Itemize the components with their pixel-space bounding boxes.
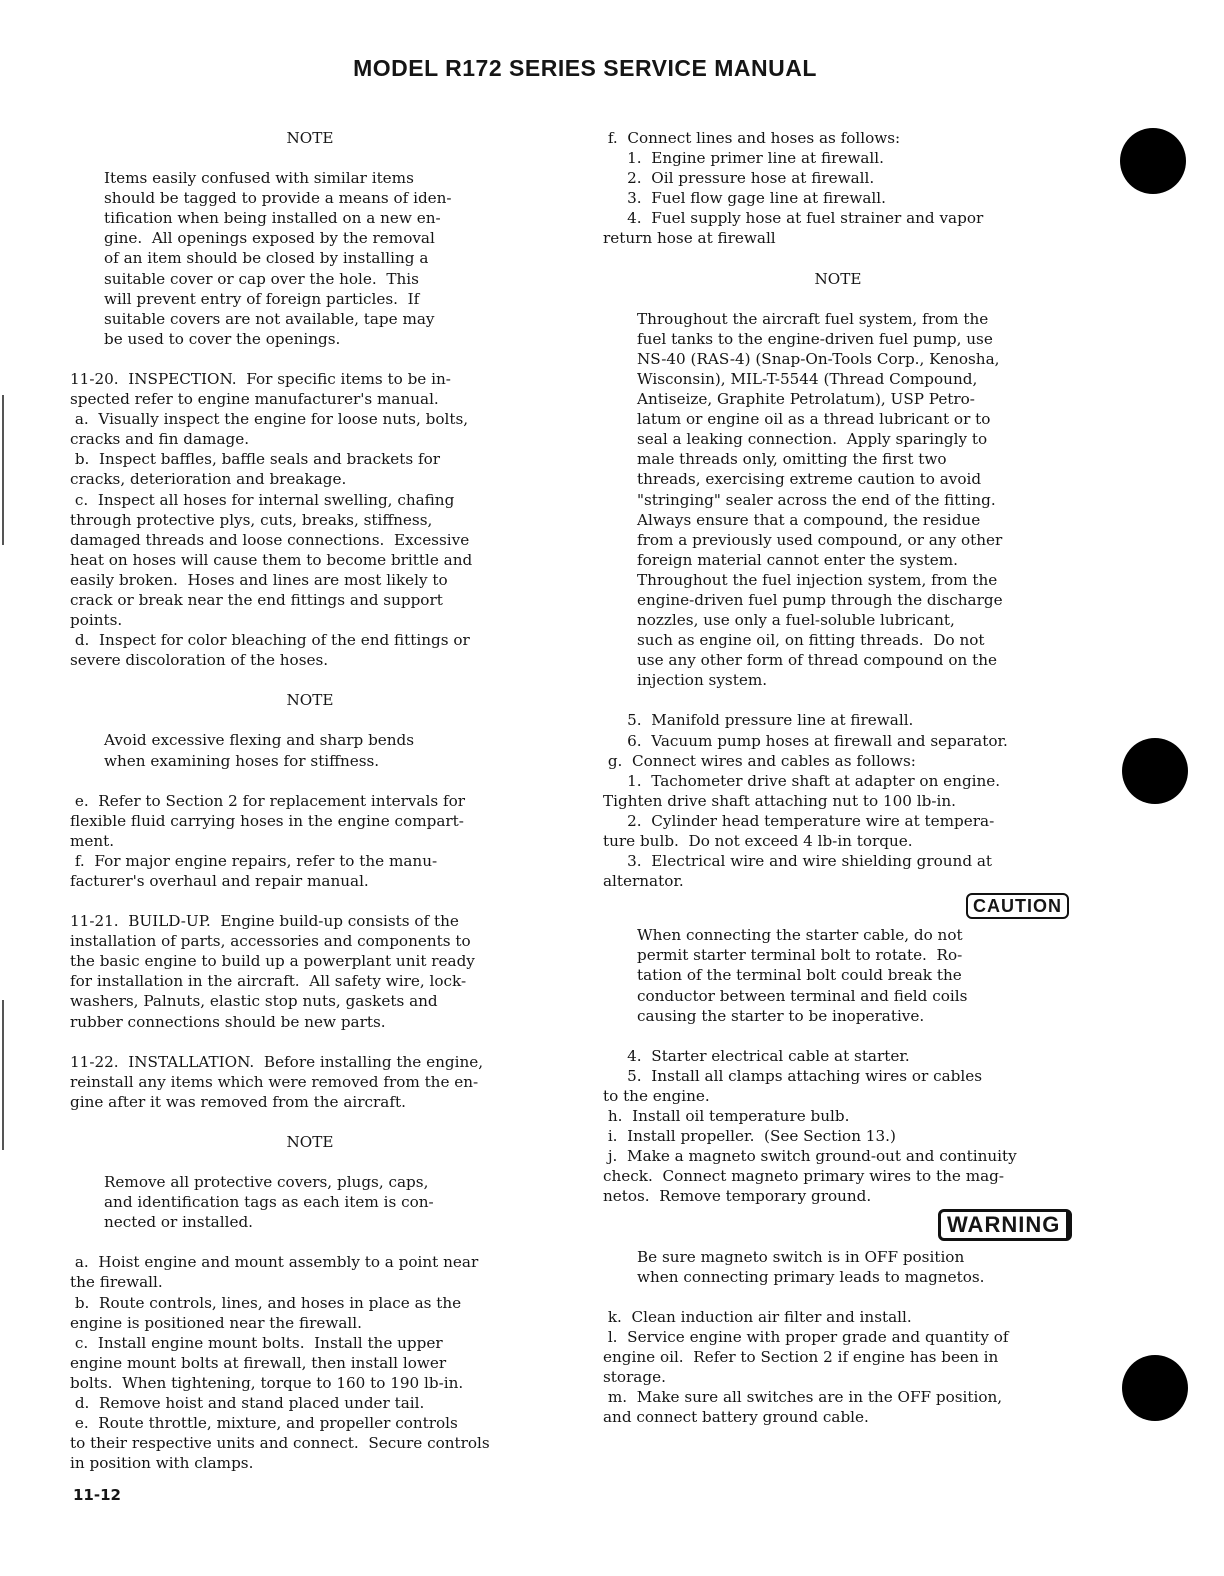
blank-line — [70, 349, 550, 369]
text-line: e. Refer to Section 2 for replacement intervals for — [70, 791, 466, 810]
warning-label: WARNING — [938, 1209, 1072, 1241]
text-line: alternator. — [603, 872, 684, 891]
blank-line — [70, 670, 550, 690]
note-text-line: Always ensure that a compound, the residue — [637, 510, 981, 529]
blank-line — [70, 1112, 550, 1132]
text-line: 2. Cylinder head temperature wire at tempera- — [603, 811, 995, 830]
text-line: 5. Install all clamps attaching wires or cables — [603, 1066, 982, 1085]
note-text-line: NS-40 (RAS-4) (Snap-On-Tools Corp., Kenosha, — [637, 349, 1000, 368]
right-column-final-steps — [603, 1247, 1093, 1428]
text-line: crack or break near the end fittings and support — [70, 590, 443, 609]
text-line: l. Service engine with proper grade and quantity of — [603, 1327, 1009, 1346]
note-text-line: should be tagged to provide a means of iden- — [104, 189, 452, 208]
warning-text-line: when connecting primary leads to magnetos. — [637, 1267, 985, 1286]
binder-hole-bottom — [1122, 1355, 1188, 1421]
text-line: points. — [70, 611, 123, 630]
text-line: a. Hoist engine and mount assembly to a point near — [70, 1253, 479, 1272]
text-line: f. Connect lines and hoses as follows: — [603, 129, 901, 147]
blank-line — [70, 1152, 550, 1172]
text-line: through protective plys, cuts, breaks, stiffness, — [70, 510, 433, 529]
text-line: c. Install engine mount bolts. Install the upper — [70, 1333, 443, 1352]
text-line: ment. — [70, 831, 115, 850]
left-column — [70, 128, 550, 1473]
text-line: rubber connections should be new parts. — [70, 1012, 386, 1031]
text-line: d. Remove hoist and stand placed under tail. — [70, 1393, 425, 1412]
note-text-line: injection system. — [637, 671, 768, 690]
text-line: b. Inspect baffles, baffle seals and brackets for — [70, 450, 441, 469]
right-column-connect-lines — [603, 128, 1093, 891]
text-line: for installation in the aircraft. All safety wire, lock- — [70, 972, 467, 991]
text-line: spected refer to engine manufacturer's manual. — [70, 390, 439, 409]
note-text-line: and identification tags as each item is con- — [104, 1193, 434, 1212]
blank-line — [70, 891, 550, 911]
note-text-line: seal a leaking connection. Apply sparingly to — [637, 430, 988, 449]
text-line: g. Connect wires and cables as follows: — [603, 751, 916, 770]
warning-text-line: Be sure magneto switch is in OFF position — [637, 1247, 965, 1266]
text-line: j. Make a magneto switch ground-out and continuity — [603, 1147, 1017, 1166]
text-line: 11-22. INSTALLATION. Before installing the engine, — [70, 1052, 484, 1071]
note-heading: NOTE — [286, 691, 334, 710]
text-line: reinstall any items which were removed from the en- — [70, 1072, 479, 1091]
text-line: check. Connect magneto primary wires to the mag- — [603, 1167, 1005, 1186]
text-line: c. Inspect all hoses for internal swelling, chafing — [70, 490, 455, 509]
blank-line — [603, 289, 1093, 309]
text-line: cracks and fin damage. — [70, 430, 250, 449]
text-line: netos. Remove temporary ground. — [603, 1187, 872, 1206]
text-line: heat on hoses will cause them to become brittle and — [70, 550, 473, 569]
text-line: 11-20. INSPECTION. For specific items to be in- — [70, 369, 451, 388]
binder-hole-middle — [1122, 738, 1188, 804]
note-text-line: Throughout the aircraft fuel system, from the — [637, 309, 989, 328]
note-text-line: suitable covers are not available, tape may — [104, 309, 435, 328]
note-text-line: will prevent entry of foreign particles. If — [104, 289, 420, 308]
blank-line — [70, 710, 550, 730]
text-line: engine is positioned near the firewall. — [70, 1313, 362, 1332]
note-text-line: Avoid excessive flexing and sharp bends — [104, 731, 415, 750]
binder-hole-top — [1120, 128, 1186, 194]
text-line: to their respective units and connect. Secure controls — [70, 1434, 490, 1453]
note-text-line: Throughout the fuel injection system, from the — [637, 570, 998, 589]
text-line: 1. Engine primer line at firewall. — [603, 149, 884, 168]
text-line: and connect battery ground cable. — [603, 1408, 869, 1427]
note-text-line: Items easily confused with similar items — [104, 169, 414, 188]
margin-mark — [2, 1000, 4, 1150]
note-text-line: from a previously used compound, or any other — [637, 530, 1003, 549]
blank-line — [70, 148, 550, 168]
caution-text-line: permit starter terminal bolt to rotate. Ro- — [637, 946, 963, 965]
caution-text-line: conductor between terminal and field coils — [637, 986, 968, 1005]
page-number: 11-12 — [73, 1486, 121, 1504]
note-text-line: of an item should be closed by installing a — [104, 249, 429, 268]
text-line: k. Clean induction air filter and install. — [603, 1307, 912, 1326]
note-heading: NOTE — [286, 1132, 334, 1151]
right-column-caution-text — [603, 925, 1093, 1206]
text-line: the basic engine to build up a powerplant unit ready — [70, 952, 475, 971]
text-line: 4. Fuel supply hose at fuel strainer and vapor — [603, 209, 984, 228]
text-line: the firewall. — [70, 1273, 163, 1292]
text-line: cracks, deterioration and breakage. — [70, 470, 347, 489]
text-line: to the engine. — [603, 1086, 710, 1105]
note-heading: NOTE — [814, 269, 862, 288]
text-line: d. Inspect for color bleaching of the end fittings or — [70, 631, 470, 650]
note-text-line: foreign material cannot enter the system. — [637, 550, 958, 569]
note-text-line: Remove all protective covers, plugs, caps, — [104, 1173, 429, 1192]
note-text-line: fuel tanks to the engine-driven fuel pump, use — [637, 329, 993, 348]
text-line: a. Visually inspect the engine for loose nuts, bolts, — [70, 410, 469, 429]
note-text-line: latum or engine oil as a thread lubricant or to — [637, 410, 991, 429]
note-text-line: engine-driven fuel pump through the discharge — [637, 590, 1003, 609]
text-line: return hose at firewall — [603, 229, 776, 248]
text-line: gine after it was removed from the aircraft. — [70, 1092, 406, 1111]
page-title: MODEL R172 SERIES SERVICE MANUAL — [353, 55, 817, 81]
text-line: facturer's overhaul and repair manual. — [70, 872, 369, 890]
text-line: i. Install propeller. (See Section 13.) — [603, 1127, 896, 1146]
note-text-line: when examining hoses for stiffness. — [104, 751, 380, 770]
text-line: b. Route controls, lines, and hoses in place as the — [70, 1293, 462, 1312]
text-line: easily broken. Hoses and lines are most likely to — [70, 570, 448, 589]
text-line: 4. Starter electrical cable at starter. — [603, 1046, 910, 1065]
caution-text-line: causing the starter to be inoperative. — [637, 1006, 925, 1025]
blank-line — [603, 690, 1093, 710]
note-text-line: nozzles, use only a fuel-soluble lubricant, — [637, 611, 955, 630]
text-line: 3. Electrical wire and wire shielding ground at — [603, 852, 993, 871]
note-text-line: Antiseize, Graphite Petrolatum), USP Petro- — [637, 390, 975, 409]
text-line: bolts. When tightening, torque to 160 to 190 lb-in. — [70, 1373, 464, 1392]
note-text-line: such as engine oil, on fitting threads. Do not — [637, 631, 985, 650]
note-text-line: "stringing" sealer across the end of the fitting. — [637, 490, 996, 509]
right-column — [603, 128, 1093, 1427]
blank-line — [70, 1232, 550, 1252]
note-text-line: male threads only, omitting the first two — [637, 450, 947, 469]
text-line: m. Make sure all switches are in the OFF position, — [603, 1388, 1003, 1407]
caution-text-line: tation of the terminal bolt could break the — [637, 966, 962, 985]
note-text-line: Wisconsin), MIL-T-5544 (Thread Compound, — [637, 369, 978, 388]
note-text-line: threads, exercising extreme caution to avoid — [637, 470, 982, 489]
text-line: h. Install oil temperature bulb. — [603, 1107, 850, 1126]
text-line: 1. Tachometer drive shaft at adapter on engine. — [603, 771, 1001, 790]
text-line: engine oil. Refer to Section 2 if engine has been in — [603, 1347, 999, 1366]
text-line: f. For major engine repairs, refer to the manu- — [70, 851, 438, 870]
text-line: installation of parts, accessories and components to — [70, 932, 471, 951]
blank-line — [603, 1026, 1093, 1046]
text-line: Tighten drive shaft attaching nut to 100 lb-in. — [603, 791, 956, 810]
note-text-line: be used to cover the openings. — [104, 329, 341, 348]
caution-label: CAUTION — [966, 893, 1069, 919]
blank-line — [603, 249, 1093, 269]
text-line: engine mount bolts at firewall, then install lower — [70, 1353, 447, 1372]
text-line: 5. Manifold pressure line at firewall. — [603, 711, 914, 730]
text-line: severe discoloration of the hoses. — [70, 651, 329, 670]
text-line: 2. Oil pressure hose at firewall. — [603, 169, 875, 188]
note-text-line: tification when being installed on a new en- — [104, 209, 441, 228]
text-line: 6. Vacuum pump hoses at firewall and separator. — [603, 731, 1008, 750]
text-line: e. Route throttle, mixture, and propeller controls — [70, 1414, 458, 1433]
text-line: damaged threads and loose connections. Excessive — [70, 530, 470, 549]
text-line: flexible fluid carrying hoses in the engine compart- — [70, 811, 464, 830]
note-text-line: nected or installed. — [104, 1213, 253, 1232]
text-line: ture bulb. Do not exceed 4 lb-in torque. — [603, 832, 913, 850]
blank-line — [603, 1287, 1093, 1307]
blank-line — [70, 771, 550, 791]
margin-mark — [2, 395, 4, 545]
text-line: 3. Fuel flow gage line at firewall. — [603, 189, 886, 208]
blank-line — [70, 1032, 550, 1052]
text-line: storage. — [603, 1367, 666, 1386]
note-heading: NOTE — [286, 129, 334, 147]
note-text-line: use any other form of thread compound on the — [637, 651, 997, 670]
note-text-line: suitable cover or cap over the hole. This — [104, 269, 419, 288]
text-line: washers, Palnuts, elastic stop nuts, gaskets and — [70, 992, 438, 1011]
text-line: in position with clamps. — [70, 1454, 254, 1473]
note-text-line: gine. All openings exposed by the removal — [104, 229, 435, 248]
text-line: 11-21. BUILD-UP. Engine build-up consists of the — [70, 912, 459, 931]
caution-text-line: When connecting the starter cable, do not — [637, 926, 963, 945]
